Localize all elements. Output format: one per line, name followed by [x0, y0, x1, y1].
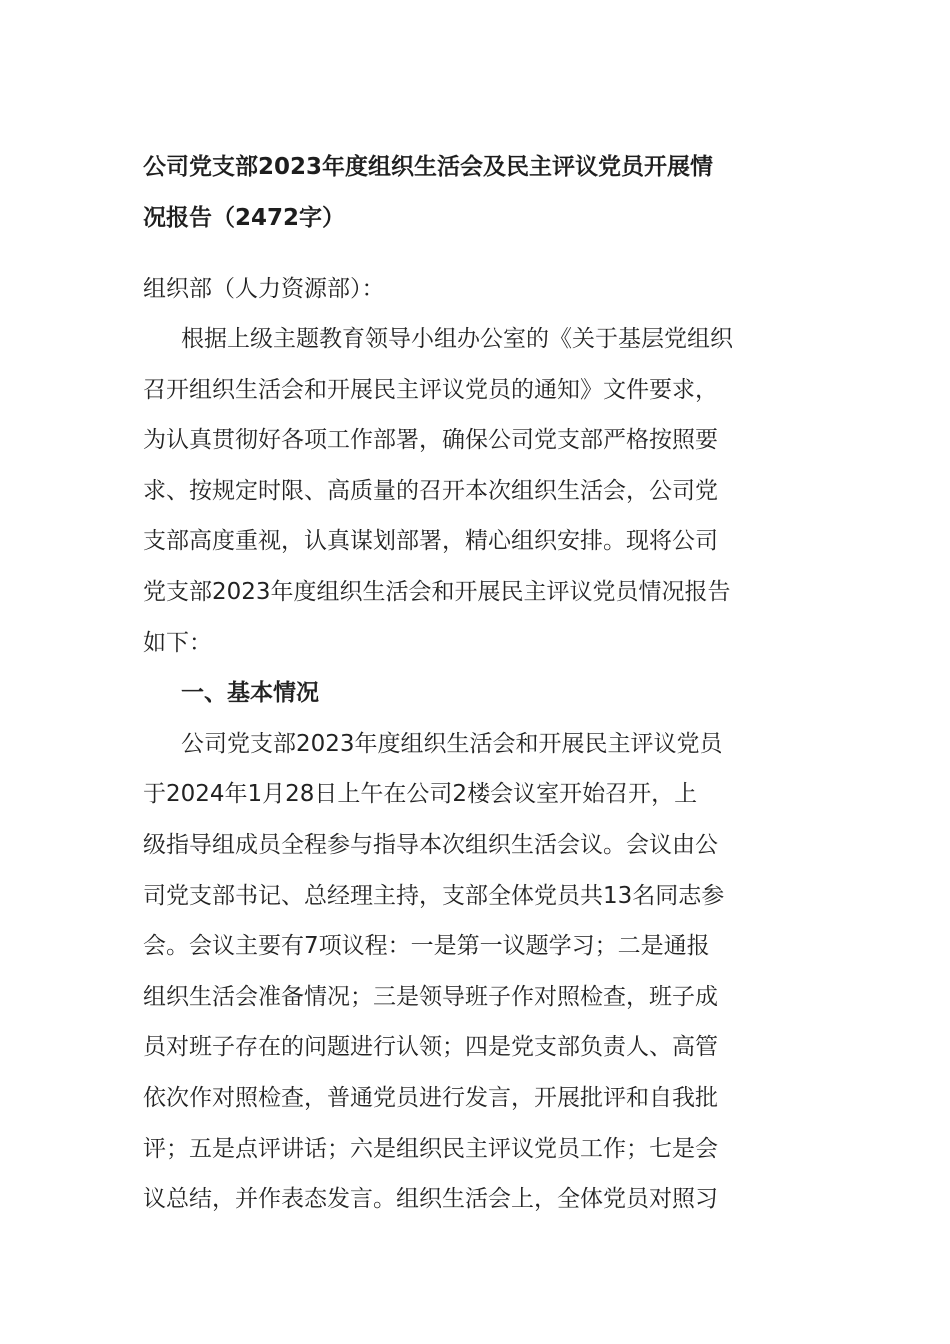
paragraph-line: 员对班子存在的问题进行认领；四是党支部负责人、高管: [143, 1034, 718, 1061]
paragraph-line: 支部高度重视，认真谋划部署，精心组织安排。现将公司: [143, 528, 718, 555]
title-line: 况报告（2472字）: [143, 204, 346, 231]
paragraph-line: 公司党支部2023年度组织生活会和开展民主评议党员: [181, 730, 723, 757]
title-line: 公司党支部2023年度组织生活会及民主评议党员开展情: [143, 154, 714, 180]
paragraph-line: 于2024年1月28日上午在公司2楼会议室开始召开，上: [143, 781, 698, 808]
paragraph-line: 组织生活会准备情况；三是领导班子作对照检查，班子成: [143, 983, 718, 1010]
paragraph-line: 司党支部书记、总经理主持，支部全体党员共13名同志参: [143, 882, 725, 909]
section-heading: 一、基本情况: [181, 680, 319, 707]
paragraph-line: 党支部2023年度组织生活会和开展民主评议党员情况报告: [143, 578, 731, 605]
paragraph-intro: [143, 314, 823, 1225]
paragraph-line: 为认真贯彻好各项工作部署，确保公司党支部严格按照要: [143, 427, 718, 454]
salutation: 组织部（人力资源部）：: [143, 276, 385, 302]
paragraph-line: 召开组织生活会和开展民主评议党员的通知》文件要求，: [143, 376, 718, 403]
paragraph-line: 求、按规定时限、高质量的召开本次组织生活会，公司党: [143, 477, 718, 504]
paragraph-line: 如下：: [143, 629, 212, 656]
paragraph-line: 根据上级主题教育领导小组办公室的《关于基层党组织: [181, 326, 733, 352]
paragraph-line: 议总结，并作表态发言。组织生活会上，全体党员对照习: [143, 1186, 718, 1213]
paragraph-line: 依次作对照检查，普通党员进行发言，开展批评和自我批: [143, 1084, 718, 1111]
document-title: [143, 142, 823, 243]
paragraph-line: 评；五是点评讲话；六是组织民主评议党员工作；七是会: [143, 1135, 718, 1162]
paragraph-line: 会。会议主要有7项议程：一是第一议题学习；二是通报: [143, 933, 710, 960]
paragraph-line: 级指导组成员全程参与指导本次组织生活会议。会议由公: [143, 831, 718, 858]
